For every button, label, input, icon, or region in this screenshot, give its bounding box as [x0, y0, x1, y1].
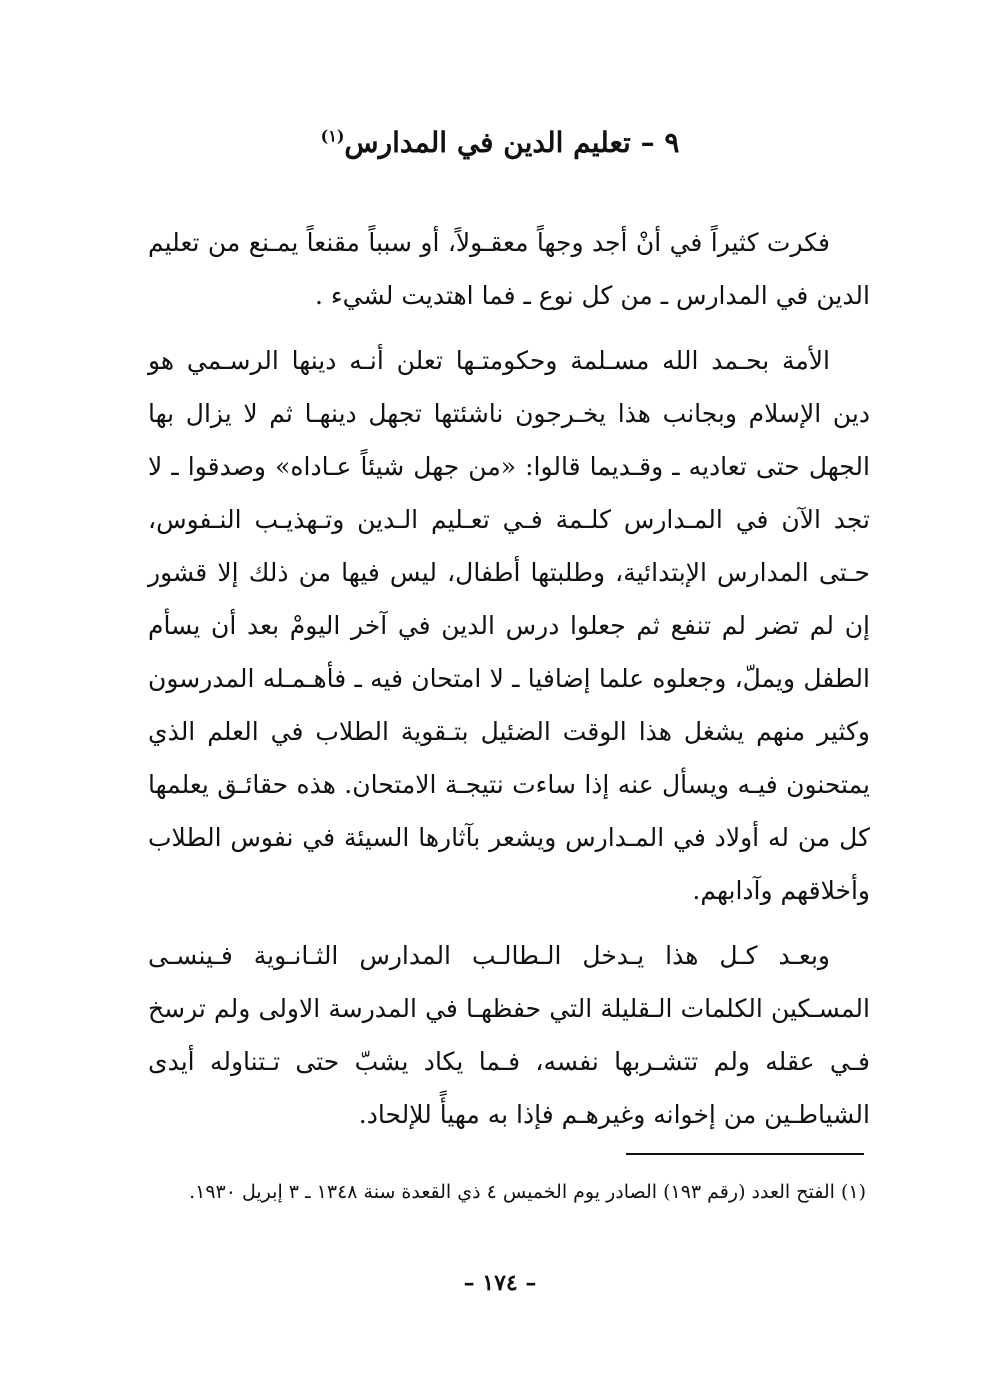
page-number: – ١٧٤ –	[463, 1270, 537, 1296]
body-text	[148, 216, 870, 1141]
paragraph-2: الأمة بحـمد الله مسـلمة وحكومتـها تعلن أنـه دينها الرسـمي هو دين الإسلام وبجانب هذا يخـرجون ناشئتها تجهل دينهـا ثم لا يزال بها الجهل حتى تعاديه ـ وقـديما قالوا: «من جهل شيئاً عـاداه» وصدقوا ـ لا تجد الآن في المـدارس كلـمة فـي تعـليم الـدين وتـهذيـب النـفوس، حـتى المدارس الإبتدائية، وطلبتها أطفال، ليس فيها من ذلك إلا قشور إن لم تضر لم تنفع ثم جعلوا درس الدين في آخر اليومْ بعد أن يسأم الطفل ويملّ، وجعلوه علما إضافيا ـ لا امتحان فيه ـ فأهـمـله المدرسون وكثير منهم يشغل هذا الوقت الضئيل بتـقوية الطلاب في العلم الذي يمتحنون فيـه ويسأل عنه إذا ساءت نتيجـة الامتحان. هذه حقائـق يعلمها كل من له أولاد في المـدارس ويشعر بآثارها السيئة في نفوس الطلاب وأخلاقهم وآدابهم.	[148, 346, 870, 905]
footnote-divider	[626, 1153, 864, 1155]
chapter-number: ٩ –	[640, 126, 680, 159]
chapter-title	[300, 126, 700, 159]
footnote-marker: (١)	[320, 126, 345, 146]
paragraph-3: وبعـد كـل هذا يـدخل الـطالـب المدارس الثـانـوية فـينسـى المسـكين الكلمات الـقليلة التي حفظهـا في المدرسة الاولى ولم ترسخ فـي عقله ولم تتشـربها نفسه، فـما يكاد يشبّ حتى تـتناوله أيدى الشياطـين من إخوانه وغيرهـم فإذا به مهيأً للإلحاد.	[148, 941, 870, 1129]
footnote: (١) الفتح العدد (رقم ١٩٣) الصادر يوم الخميس ٤ ذي القعدة سنة ١٣٤٨ ـ ٣ إبريل ١٩٣٠.	[189, 1181, 866, 1203]
chapter-title-text: تعليم الدين في المدارس	[344, 126, 631, 159]
paragraph-1: فكرت كثيراً في أنْ أجد وجهاً معقـولاً، أو سبباً مقنعاً يمـنع من تعليم الدين في المدارس ـ من كل نوع ـ فما اهتديت لشيء .	[148, 228, 870, 310]
